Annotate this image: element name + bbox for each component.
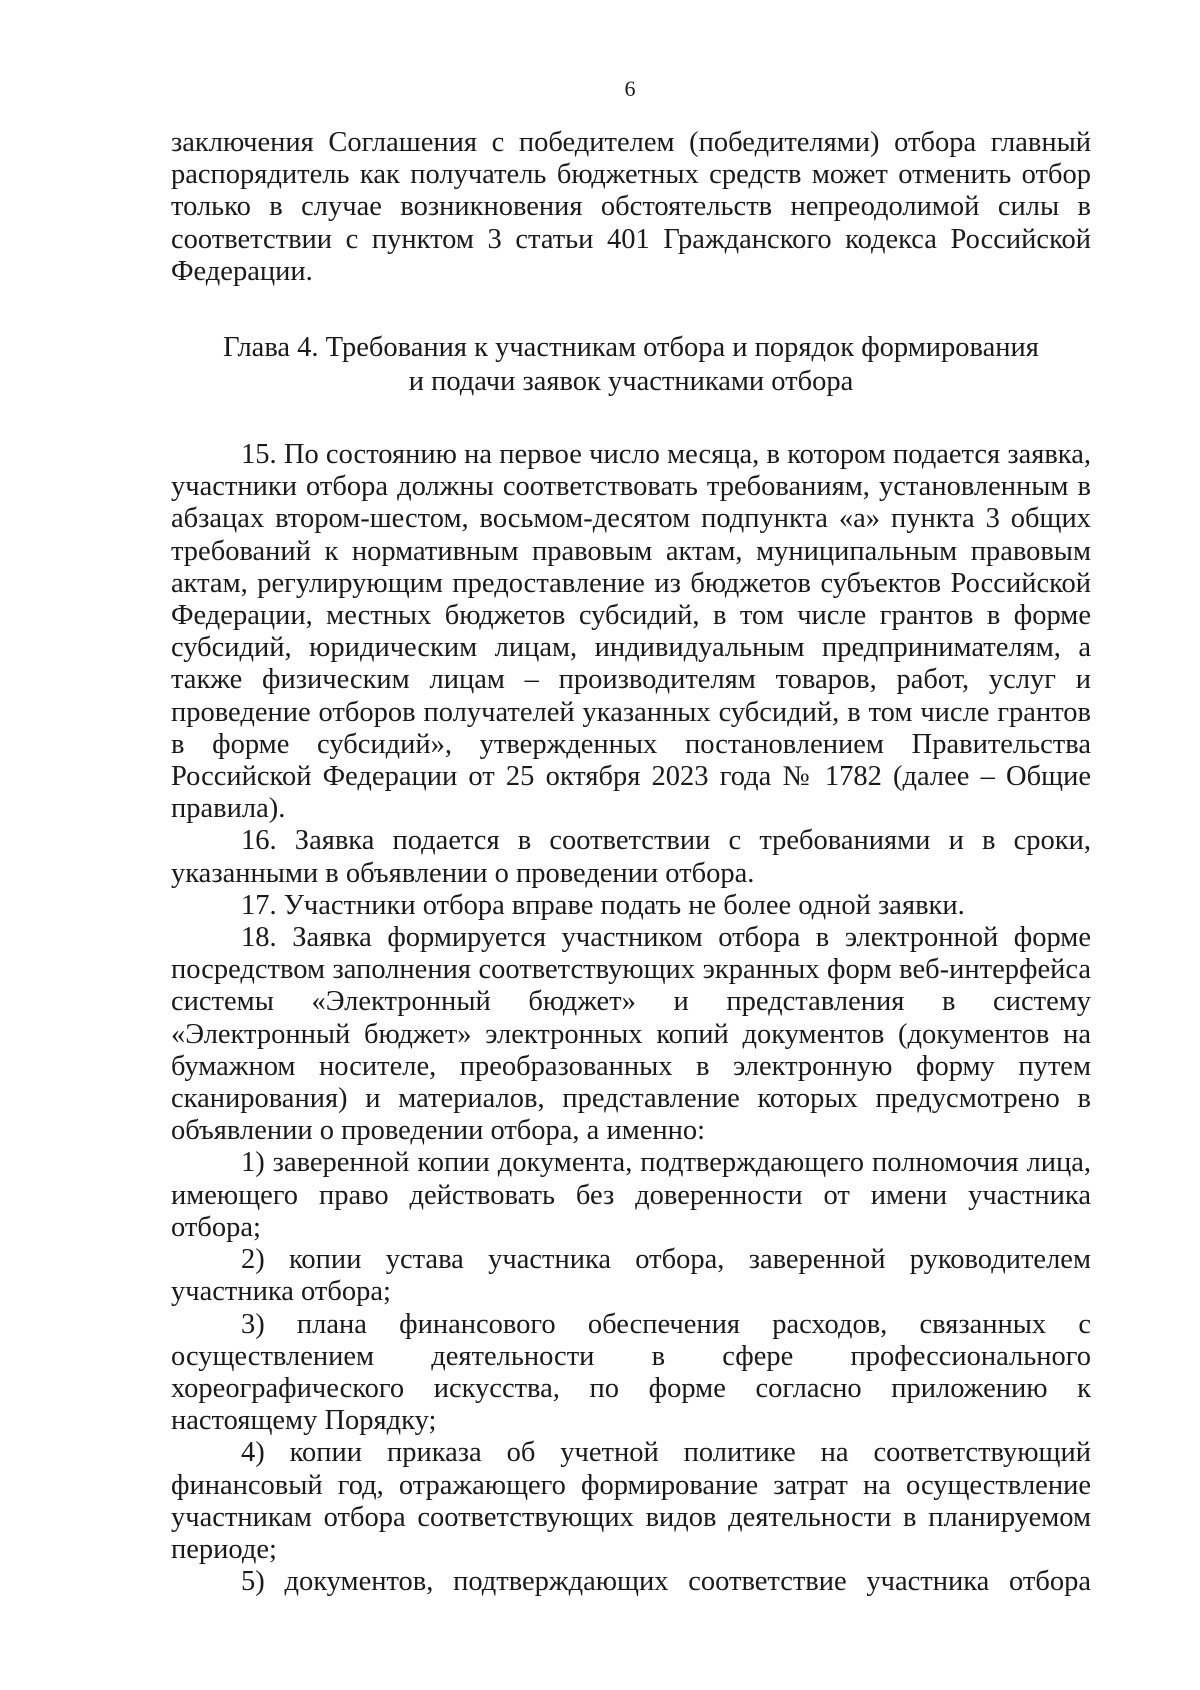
paragraph-15: 15. По состоянию на первое число месяца, в котором подается заявка, участники отбора должны соответствовать требованиям, установленным в абзацах втором-шестом, восьмом-десятом подпункта «а» пункта 3 общих требований к нормативным правовым актам, муниципальным правовым актам, регулирующим предоставление из бюджетов субъектов Российской Федерации, местных бюджетов субсидий, в том числе грантов в форме субсидий, юридическим лицам, индивидуальным предпринимателям, а также физическим лицам – производителям товаров, работ, услуг и проведение отборов получателей указанных субсидий, в том числе грантов в форме субсидий», утвержденных постановлением Правительства Российской Федерации от 25 октября 2023 года № 1782 (далее – Общие правила). xyxy=(171,439,1091,825)
paragraph-16: 16. Заявка подается в соответствии с требованиями и в сроки, указанными в объявлении о проведении отбора. xyxy=(171,825,1091,889)
list-item-4: 4) копии приказа об учетной политике на соответствующий финансовый год, отражающего формирование затрат на осуществление участникам отбора соответствующих видов деятельности в планируемом периоде; xyxy=(171,1437,1091,1565)
list-item-2: 2) копии устава участника отбора, заверенной руководителем участника отбора; xyxy=(171,1244,1091,1308)
chapter-heading xyxy=(171,331,1091,399)
chapter-heading-line-2: и подачи заявок участниками отбора xyxy=(408,366,854,398)
paragraph-18: 18. Заявка формируется участником отбора в электронной форме посредством заполнения соответствующих экранных форм веб-интерфейса системы «Электронный бюджет» и представления в систему «Электронный бюджет» электронных копий документов (документов на бумажном носителе, преобразованных в электронную форму путем сканирования) и материалов, представление которых предусмотрено в объявлении о проведении отбора, а именно: xyxy=(171,922,1091,1147)
document-body xyxy=(171,127,1091,1598)
paragraph-17: 17. Участники отбора вправе подать не более одной заявки. xyxy=(241,889,965,921)
list-item-3: 3) плана финансового обеспечения расходов, связанных с осуществлением деятельности в сфере профессионального хореографического искусства, по форме согласно приложению к настоящему Порядку; xyxy=(171,1308,1091,1437)
list-item-1: 1) заверенной копии документа, подтверждающего полномочия лица, имеющего право действовать без доверенности от имени участника отбора; xyxy=(171,1147,1091,1243)
paragraph-continuation: заключения Соглашения с победителем (победителями) отбора главный распорядитель как получатель бюджетных средств может отменить отбор только в случае возникновения обстоятельств непреодолимой силы в соответствии с пунктом 3 статьи 401 Гражданского кодекса Российской Федерации. xyxy=(171,127,1091,287)
list-item-5: 5) документов, подтверждающих соответствие участника отбора xyxy=(241,1566,1091,1598)
page-number: 6 xyxy=(624,76,636,101)
chapter-heading-line-1: Глава 4. Требования к участникам отбора и порядок формирования xyxy=(223,332,1039,364)
